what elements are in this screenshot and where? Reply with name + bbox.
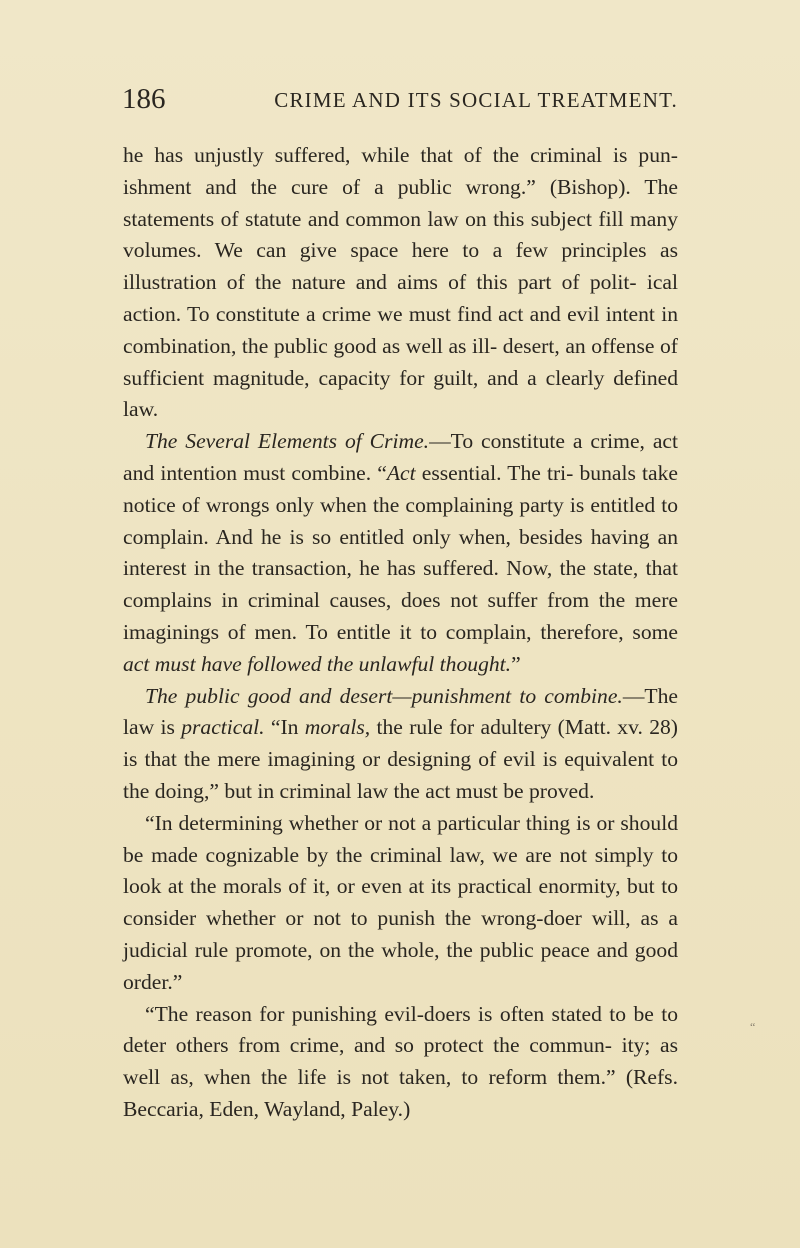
section-heading-elements: The Several Elements of Crime. (145, 429, 430, 454)
paragraph-4: “In determining whether or not a particular thing is or should be made cognizable by the criminal law, we are not simply to look at the morals of it, or even at its practical enormity, but to consider whether or not to punish the wrong-doer will, as a judicial rule promote, on the whole, the public peace and good order.” (123, 810, 678, 994)
page-number: 186 (122, 83, 166, 115)
margin-mark: “ (750, 1020, 756, 1034)
body-text (123, 140, 678, 1126)
page-header (122, 82, 678, 116)
emphasis-practical: practical. (181, 715, 265, 740)
paragraph-2 (123, 426, 678, 680)
emphasis-unlawful-thought: act must have followed the unlawful thought. (123, 651, 512, 676)
paragraph-2-text-1: —To constitute a crime, act and intention must combine. “ (123, 429, 678, 485)
emphasis-act: Act (386, 460, 416, 485)
paragraph-3-text-1: —The law is (123, 683, 678, 740)
paragraph-3-text-2: “In (264, 715, 305, 740)
paragraph-5: “The reason for punishing evil-doers is often stated to be to deter others from crime, and so protect the commun- ity; as well as, when the life is not taken, to reform them.” (Refs. Beccaria, Eden, Wayland, Paley.) (123, 1001, 678, 1121)
emphasis-morals: morals, (304, 715, 371, 740)
paragraph-3 (123, 681, 678, 808)
paragraph-3-text-3: the rule for adultery (Matt. xv. 28) is that the mere imagining or designing of evil is equivalent to the doing,” but in criminal law the act must be proved. (123, 715, 678, 803)
running-head: CRIME AND ITS SOCIAL TREATMENT. (274, 88, 678, 112)
closing-quote: ” (511, 651, 521, 676)
section-heading-public-good: The public good and desert—punishment to combine. (145, 683, 623, 708)
paragraph-1: he has unjustly suffered, while that of the criminal is pun- ishment and the cure of a public wrong.” (Bishop). The statements of statute and common law on this subject fill many volumes. We can give space here to a few principles as illustration of the nature and aims of this part of polit- ical action. To constitute a crime we must find act and evil intent in combination, the public good as well as ill- desert, an offense of sufficient magnitude, capacity for guilt, and a clearly defined law. (123, 143, 678, 422)
paragraph-2-text-2: essential. The tri- bunals take notice of wrongs only when the complaining party is entitled to complain. And he is so entitled only when, besides having an interest in the transaction, he has suffered. Now, the state, that complains in criminal causes, does not suffer from the mere imaginings of men. To entitle it to complain, therefore, some (123, 460, 678, 644)
